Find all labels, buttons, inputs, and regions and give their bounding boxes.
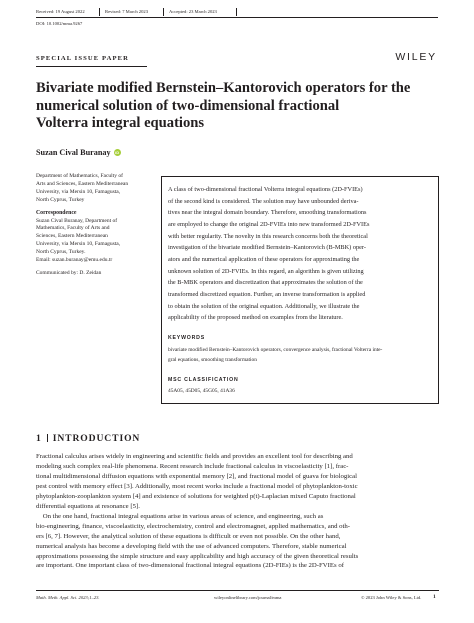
correspondence-line: Sciences, Eastern Mediterranean [36, 233, 108, 240]
abstract-line: the B-MBK operators and discretization that approximates the solution of the [168, 279, 363, 287]
abstract-line: are employed to change the original 2D-FVIEs into new transformed 2D-FVIEs [168, 220, 370, 228]
abstract-line: investigation of the bivariate modified Bernstein–Kantorovich (B-MBK) oper- [168, 244, 367, 252]
correspondence-line: Mathematics, Faculty of Arts and [36, 225, 110, 232]
body-line: modeling such complex real-life phenomena. Recent research include fractional calculus in viscoelasticity [1], frac- [36, 462, 349, 470]
body-line: tional multidimensional diffusion equations with exponential memory [2], and fractional model of guava for biological [36, 472, 357, 480]
correspondence-line: North Cyprus, Turkey. [36, 249, 86, 256]
correspondence-heading: Correspondence [36, 209, 77, 216]
journal-citation: Math. Meth. Appl. Sci. 2023;1–23. [36, 595, 100, 600]
section-title: INTRODUCTION [52, 433, 141, 444]
keywords-line: gral equations, smoothing transformation [168, 356, 257, 363]
abstract-line: to obtain the solution of the original equation. Additionally, we illustrate the [168, 302, 360, 310]
body-line: numerical analysis has become a developing field with the use of advanced computers. Therefore, stable numerical [36, 542, 347, 550]
correspondence-line: University, via Mersin 10, Famagusta, [36, 241, 121, 248]
keywords [168, 346, 434, 365]
journal-url[interactable]: wileyonlinelibrary.com/journal/mma [214, 595, 282, 600]
issue-type: SPECIAL ISSUE PAPER [36, 55, 129, 62]
divider [36, 590, 439, 591]
abstract-line: with better regularity. The novelty in this research concerns both the theoretical [168, 232, 368, 240]
abstract-line: A class of two-dimensional fractional Volterra integral equations (2D-FVIEs) [168, 186, 363, 193]
affiliation-line: Arts and Sciences, Eastern Mediterranean [36, 180, 129, 187]
body-line: differential equations at resonance [5]. [36, 502, 140, 510]
divider [36, 66, 147, 67]
affiliation-line: University, via Mersin 10, Famagusta, [36, 188, 121, 195]
correspondence-email[interactable]: Email: suzan.buranay@emu.edu.tr [36, 257, 113, 264]
communicated-by: Communicated by: D. Zeidan [36, 269, 102, 276]
author-info [36, 173, 154, 278]
doi[interactable]: DOI: 10.1002/mma.9267 [36, 21, 83, 26]
abstract-line: ators and the numerical application of these operators for approximating the [168, 255, 360, 263]
section-heading [36, 433, 140, 444]
introduction-text [36, 452, 439, 571]
affiliation-line: Department of Mathematics, Faculty of [36, 173, 123, 179]
received-date: Received: 19 August 2022 [36, 9, 85, 14]
author-name[interactable]: Suzan Cival Buranay [36, 148, 111, 157]
abstract-line: of the second kind is considered. The solution may have unbounded deriva- [168, 197, 359, 205]
divider [163, 8, 164, 16]
copyright: © 2023 John Wiley & Sons, Ltd. [361, 595, 422, 600]
accepted-date: Accepted: 23 March 2023 [169, 9, 217, 14]
title-line: Bivariate modified Bernstein–Kantorovich operators for the [36, 80, 411, 96]
divider [47, 434, 48, 442]
abstract-line: applicability of the proposed method on examples from the literature. [168, 314, 343, 322]
abstract-line: transformed discretized equation. Further, an inverse transformation is applied [168, 290, 366, 298]
keywords-line: bivariate modified Bernstein–Kantorovich operators, convergence analysis, fractional Volterra inte- [168, 347, 383, 353]
author [36, 148, 121, 157]
abstract-line: unknown solution of 2D-FVIEs. In this regard, an algorithm is given utilizing [168, 267, 364, 275]
article-title [36, 80, 446, 133]
msc-heading: MSC CLASSIFICATION [168, 377, 239, 383]
divider [99, 8, 100, 16]
title-line: numerical solution of two-dimensional fractional [36, 97, 340, 114]
msc-codes: 45A05, 45D05, 45G05, 41A36 [168, 388, 235, 394]
article-dates [36, 7, 438, 18]
orcid-icon[interactable]: iD [115, 150, 120, 155]
body-line: Fractional calculus arises widely in engineering and scientific fields and provides an excellent tool for describing and [36, 453, 353, 460]
title-line: Volterra integral equations [36, 115, 205, 132]
abstract [168, 184, 434, 324]
revised-date: Revised: 7 March 2023 [105, 9, 148, 14]
body-line: On the one hand, fractional integral equations arise in various areas of science, and engineering, such as [36, 512, 324, 520]
correspondence-line: Suzan Cival Buranay, Department of [36, 217, 118, 224]
affiliation-line: North Cyprus, Turkey [36, 196, 85, 203]
keywords-heading: KEYWORDS [168, 335, 205, 341]
body-line: are important. One important class of two-dimensional fractional integral equations (2D-FIEs) is the 2D-FVIEs of [36, 562, 344, 570]
body-line: approximations possessing the simple structure and easy applicability and high accuracy of the given theoretical results [36, 552, 359, 560]
section-number: 1 [36, 433, 42, 444]
body-line: bio-engineering, finance, viscoelasticity, electrochemistry, control and electromagnet, applied mathematics, and oth- [36, 522, 351, 530]
body-line: pest control with memory effect [3]. Additionally, most recent works include a fractional model of phytoplankton-toxic [36, 482, 358, 490]
abstract-line: tives near the integral domain boundary. Therefore, smoothing transformations [168, 209, 367, 217]
publisher-logo: WILEY [395, 51, 437, 63]
body-line: phytoplankton-zooplankton system [4] and existence of solutions for weighted p(t)-Laplacian mixed Caputo fractional [36, 492, 356, 500]
divider [236, 8, 237, 16]
body-line: ers [6, 7]. However, the analytical solution of these equations is difficult or even not possible. On the other hand, [36, 532, 341, 540]
page-number: 1 [433, 594, 436, 600]
